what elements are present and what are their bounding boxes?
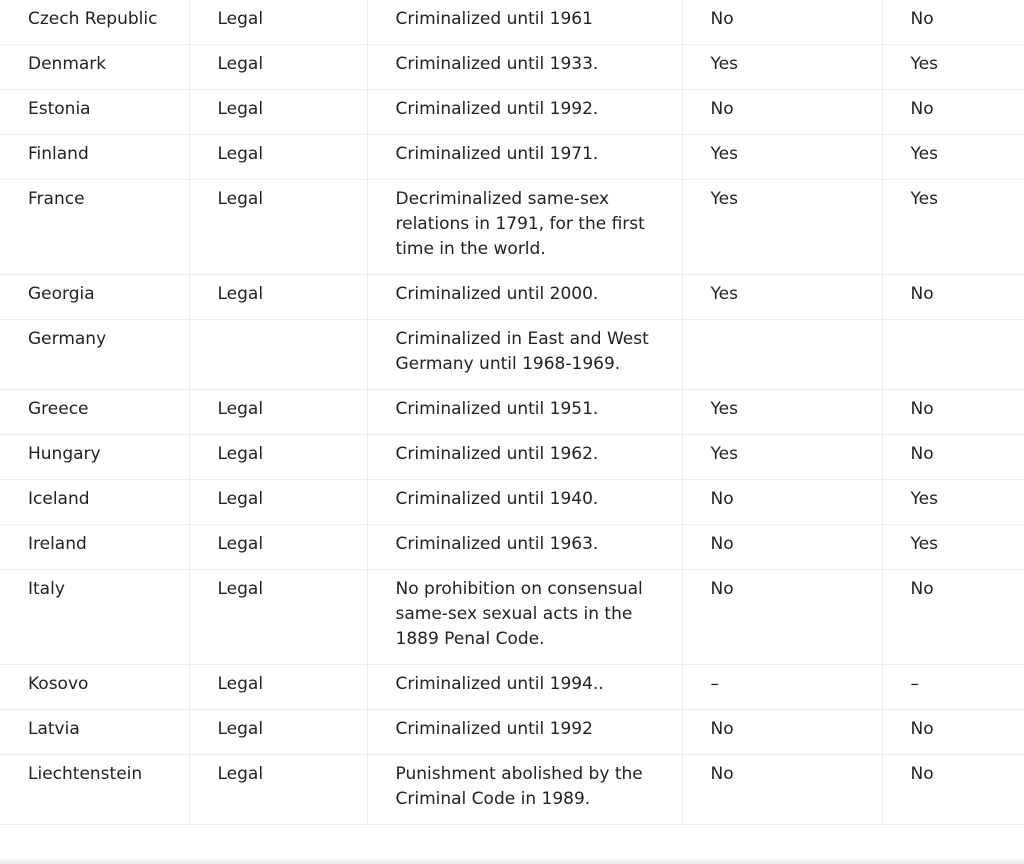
table-row: [0, 480, 1024, 525]
status-cell: Legal: [189, 435, 367, 480]
table-row: [0, 320, 1024, 390]
col4-cell: No: [682, 480, 882, 525]
country-cell: Germany: [0, 320, 189, 390]
col5-cell: Yes: [882, 180, 1024, 275]
country-cell: Ireland: [0, 525, 189, 570]
country-cell: Latvia: [0, 710, 189, 755]
table-row: [0, 710, 1024, 755]
status-cell: Legal: [189, 90, 367, 135]
note-cell: Criminalized until 1940.: [367, 480, 682, 525]
col4-cell: Yes: [682, 390, 882, 435]
col4-cell: No: [682, 525, 882, 570]
note-cell: Criminalized until 1951.: [367, 390, 682, 435]
country-cell: Georgia: [0, 275, 189, 320]
status-cell: Legal: [189, 0, 367, 45]
table-row: [0, 275, 1024, 320]
country-cell: Denmark: [0, 45, 189, 90]
table-row: [0, 45, 1024, 90]
country-cell: Hungary: [0, 435, 189, 480]
note-cell: Criminalized until 1933.: [367, 45, 682, 90]
col4-cell: No: [682, 710, 882, 755]
table-row: [0, 755, 1024, 825]
note-cell: Decriminalized same-sex relations in 1791, for the first time in the world.: [367, 180, 682, 275]
note-cell: Criminalized until 1971.: [367, 135, 682, 180]
table-row: [0, 390, 1024, 435]
note-cell: Criminalized until 2000.: [367, 275, 682, 320]
col5-cell: Yes: [882, 45, 1024, 90]
note-cell: Criminalized until 1961: [367, 0, 682, 45]
table-row: [0, 525, 1024, 570]
table-row: [0, 180, 1024, 275]
country-cell: Greece: [0, 390, 189, 435]
col4-cell: No: [682, 755, 882, 825]
table-row: [0, 435, 1024, 480]
col4-cell: Yes: [682, 435, 882, 480]
note-cell: Criminalized until 1992.: [367, 90, 682, 135]
col5-cell: No: [882, 435, 1024, 480]
note-cell: No prohibition on consensual same-sex sexual acts in the 1889 Penal Code.: [367, 570, 682, 665]
table-row: [0, 570, 1024, 665]
table-row: [0, 90, 1024, 135]
status-cell: Legal: [189, 480, 367, 525]
col4-cell: Yes: [682, 180, 882, 275]
note-cell: Criminalized in East and West Germany until 1968-1969.: [367, 320, 682, 390]
country-cell: Finland: [0, 135, 189, 180]
note-cell: Criminalized until 1963.: [367, 525, 682, 570]
col5-cell: Yes: [882, 525, 1024, 570]
country-cell: Kosovo: [0, 665, 189, 710]
table-row: [0, 135, 1024, 180]
note-cell: Criminalized until 1994..: [367, 665, 682, 710]
status-cell: Legal: [189, 275, 367, 320]
col5-cell: No: [882, 390, 1024, 435]
note-cell: Criminalized until 1992: [367, 710, 682, 755]
col5-cell: No: [882, 570, 1024, 665]
col5-cell: Yes: [882, 135, 1024, 180]
country-cell: Estonia: [0, 90, 189, 135]
note-cell: Criminalized until 1962.: [367, 435, 682, 480]
status-cell: Legal: [189, 45, 367, 90]
status-cell: Legal: [189, 180, 367, 275]
scroll-edge-shadow: [0, 858, 1024, 864]
col5-cell: No: [882, 0, 1024, 45]
col5-cell: No: [882, 275, 1024, 320]
status-cell: [189, 320, 367, 390]
country-cell: France: [0, 180, 189, 275]
status-cell: Legal: [189, 710, 367, 755]
status-cell: Legal: [189, 665, 367, 710]
col5-cell: Yes: [882, 480, 1024, 525]
col4-cell: No: [682, 570, 882, 665]
col4-cell: [682, 320, 882, 390]
col4-cell: Yes: [682, 135, 882, 180]
status-cell: Legal: [189, 390, 367, 435]
col4-cell: Yes: [682, 45, 882, 90]
col4-cell: No: [682, 0, 882, 45]
col5-cell: No: [882, 710, 1024, 755]
country-cell: Italy: [0, 570, 189, 665]
col5-cell: No: [882, 755, 1024, 825]
table-row: [0, 665, 1024, 710]
col5-cell: –: [882, 665, 1024, 710]
status-cell: Legal: [189, 525, 367, 570]
note-cell: Punishment abolished by the Criminal Code in 1989.: [367, 755, 682, 825]
status-cell: Legal: [189, 570, 367, 665]
status-cell: Legal: [189, 135, 367, 180]
col5-cell: No: [882, 90, 1024, 135]
country-cell: Liechtenstein: [0, 755, 189, 825]
country-cell: Czech Republic: [0, 0, 189, 45]
table-row: [0, 0, 1024, 45]
status-cell: Legal: [189, 755, 367, 825]
col4-cell: No: [682, 90, 882, 135]
country-cell: Iceland: [0, 480, 189, 525]
col4-cell: –: [682, 665, 882, 710]
col4-cell: Yes: [682, 275, 882, 320]
col5-cell: [882, 320, 1024, 390]
